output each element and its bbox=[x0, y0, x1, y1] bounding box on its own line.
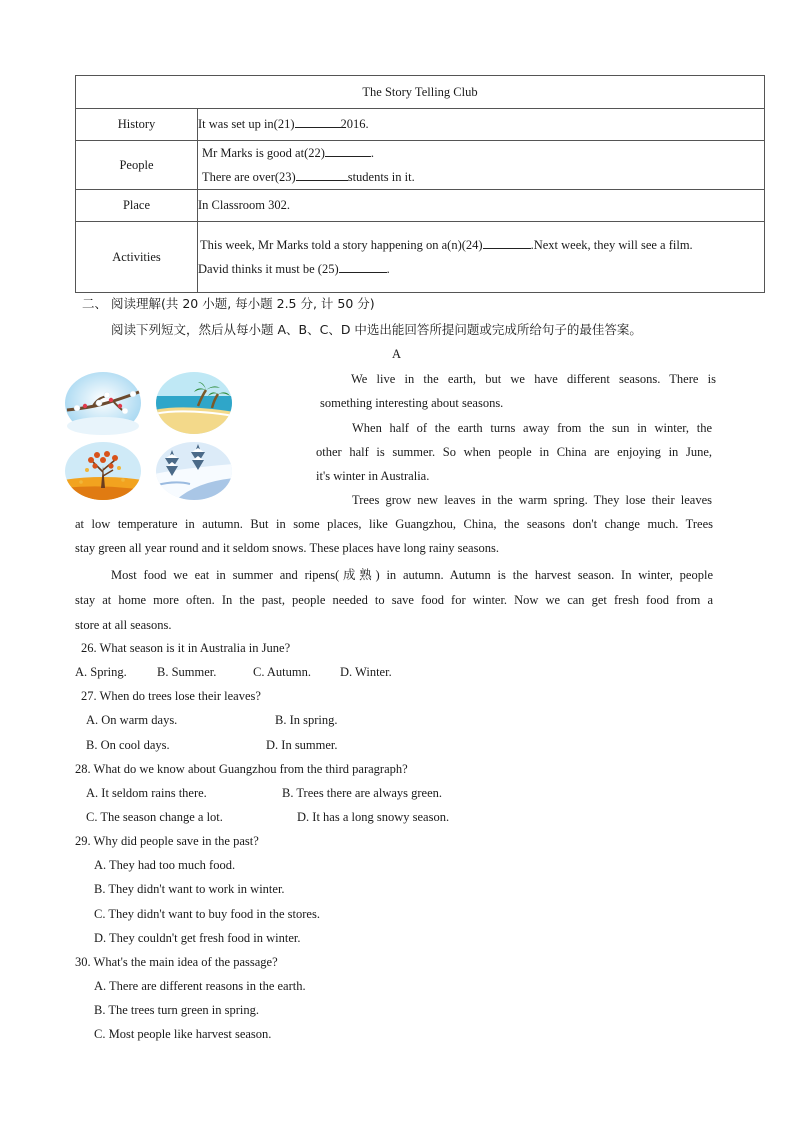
option-28-c[interactable]: C. The season change a lot. bbox=[86, 810, 223, 824]
option-27-d[interactable]: D. In summer. bbox=[266, 738, 338, 752]
answer-blank-22[interactable] bbox=[325, 146, 371, 157]
option-29-d[interactable]: D. They couldn't get fresh food in winter. bbox=[94, 931, 301, 945]
snowy-trees-icon bbox=[154, 440, 234, 502]
option-27-b[interactable]: B. In spring. bbox=[275, 713, 338, 727]
option-29-b[interactable]: B. They didn't want to work in winter. bbox=[94, 882, 285, 896]
row-label-activities: Activities bbox=[76, 222, 198, 293]
passage-paragraph-3a: Trees grow new leaves in the warm spring. They lose their leaves bbox=[352, 493, 712, 507]
answer-blank-25[interactable] bbox=[339, 262, 387, 273]
row-label-people: People bbox=[76, 141, 198, 190]
passage-paragraph-1: We live in the earth, but we have different seasons. There is something interesting about seasons. bbox=[320, 372, 716, 411]
autumn-tree-icon bbox=[63, 440, 143, 502]
row-label-history: History bbox=[76, 109, 198, 141]
option-29-c[interactable]: C. They didn't want to buy food in the stores. bbox=[94, 907, 320, 921]
answer-blank-21[interactable] bbox=[295, 117, 341, 128]
answer-blank-24[interactable] bbox=[483, 238, 531, 249]
option-30-c[interactable]: C. Most people like harvest season. bbox=[94, 1027, 272, 1041]
option-26-b[interactable]: B. Summer. bbox=[157, 665, 217, 679]
row-value-people: Mr Marks is good at(22) . There are over(23) students in it. bbox=[198, 141, 765, 190]
passage-paragraph-4: Most food we eat in summer and ripens(成熟) in autumn. Autumn is the harvest season. In winter, people stay at home more often. In the past, people needed to save food for winter. Now we can get fresh food from a store at all seasons. bbox=[75, 568, 713, 632]
passage-paragraph-3b: at low temperature in autumn. But in some places, like Guangzhou, China, the seasons don't change much. Trees stay green all year round and it seldom snows. These places have long rainy seasons. bbox=[75, 517, 713, 556]
option-26-c[interactable]: C. Autumn. bbox=[253, 665, 311, 679]
option-29-a[interactable]: A. They had too much food. bbox=[94, 858, 236, 872]
option-26-a[interactable]: A. Spring. bbox=[75, 665, 127, 679]
row-value-history: It was set up in(21) 2016. bbox=[198, 109, 765, 141]
section-heading: 二、 阅读理解(共 20 小题, 每小题 2.5 分, 计 50 分) bbox=[82, 296, 375, 311]
option-30-a[interactable]: A. There are different reasons in the earth. bbox=[94, 979, 306, 993]
story-club-table bbox=[75, 75, 765, 293]
winter-branch-icon bbox=[63, 370, 143, 436]
passage-letter: A bbox=[392, 347, 402, 361]
question-28: 28. What do we know about Guangzhou from the third paragraph? bbox=[75, 762, 408, 776]
row-value-activities: This week, Mr Marks told a story happening on a(n)(24) .Next week, they will see a film. David thinks it must be (25) . bbox=[198, 222, 765, 293]
option-26-d[interactable]: D. Winter. bbox=[340, 665, 392, 679]
passage-paragraph-2: When half of the earth turns away from the sun in winter, the other half is summer. So when people in China are enjoying in June, it's winter in Australia. bbox=[316, 421, 712, 484]
table-title: The Story Telling Club bbox=[76, 76, 765, 109]
question-27: 27. When do trees lose their leaves? bbox=[81, 689, 261, 703]
option-28-a[interactable]: A. It seldom rains there. bbox=[86, 786, 207, 800]
beach-palm-icon bbox=[154, 370, 234, 436]
section-instruction: 阅读下列短文，然后从每小题 A、B、C、D 中选出能回答所提问题或完成所给句子的最佳答案。 bbox=[111, 322, 642, 337]
option-27-c[interactable]: B. On cool days. bbox=[86, 738, 170, 752]
answer-blank-23[interactable] bbox=[296, 170, 348, 181]
question-26: 26. What season is it in Australia in June? bbox=[81, 641, 291, 655]
question-30: 30. What's the main idea of the passage? bbox=[75, 955, 278, 969]
row-label-place: Place bbox=[76, 190, 198, 222]
row-value-place: In Classroom 302. bbox=[198, 190, 765, 222]
option-27-a[interactable]: A. On warm days. bbox=[86, 713, 178, 727]
option-30-b[interactable]: B. The trees turn green in spring. bbox=[94, 1003, 260, 1017]
question-29: 29. Why did people save in the past? bbox=[75, 834, 259, 848]
option-28-d[interactable]: D. It has a long snowy season. bbox=[297, 810, 450, 824]
option-28-b[interactable]: B. Trees there are always green. bbox=[282, 786, 443, 800]
